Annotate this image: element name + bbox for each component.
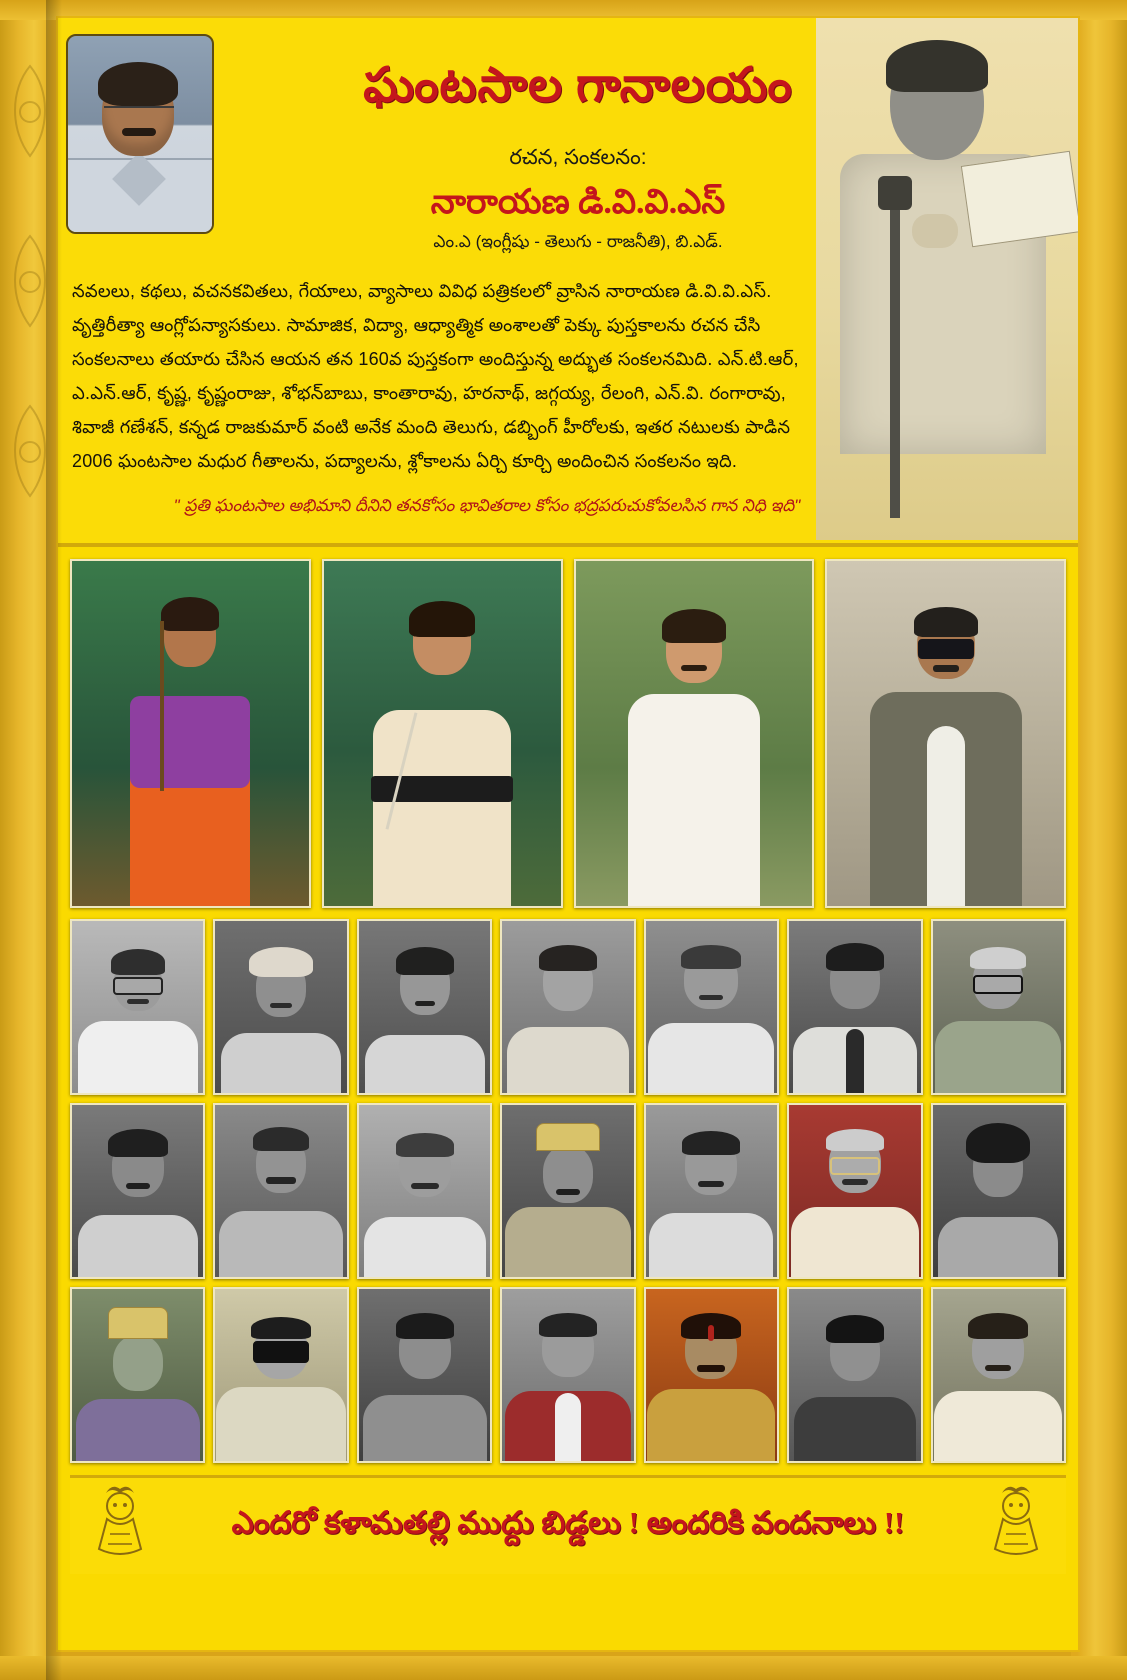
actor-portrait-14 (931, 1103, 1066, 1279)
actor-portrait-ntr-rama (70, 559, 311, 908)
decorative-border-top (0, 0, 1127, 20)
paisley-ornament-icon (4, 400, 56, 550)
cover-card (58, 18, 1078, 1650)
blurb-line: సంకలనాలు తయారు చేసిన ఆయన తన 160వ పుస్తకంగా అందిస్తున్న అద్భుత సంకలనమిది. ఎన్.టి.ఆర్, (72, 349, 799, 370)
actor-portrait-ntr-warrior (322, 559, 563, 908)
paisley-ornament-icon (4, 60, 56, 210)
actor-portrait-white-dress (574, 559, 815, 908)
actor-portrait-8 (70, 1103, 205, 1279)
actor-portrait-11 (500, 1103, 635, 1279)
actor-portrait-6 (787, 919, 922, 1095)
blurb-line: నవలలు, కథలు, వచనకవితలు, గేయాలు, వ్యాసాలు వివిధ పత్రికలలో వ్రాసిన నారాయణ డి.వి.వి.ఎస్. (72, 281, 772, 301)
actor-portrait-20 (787, 1287, 922, 1463)
page-title: ఘంటసాల గానాలయం (363, 59, 793, 112)
blurb-line: శివాజీ గణేశన్, కన్నడ రాజకుమార్ వంటి అనేక మంది తెలుగు, డబ్బింగ్ హీరోలకు, ఇతర నటులకు పాడిన (72, 417, 791, 438)
actor-portrait-21 (931, 1287, 1066, 1463)
actor-portrait-4 (500, 919, 635, 1095)
actor-portrait-15 (70, 1287, 205, 1463)
blurb-line: 2006 ఘంటసాల మధుర గీతాలను, పద్యాలను, శ్లోకాలను ఏర్చి కూర్చి అందించిన సంకలనం ఇది. (72, 451, 738, 472)
author-portrait (66, 34, 214, 234)
actor-portrait-13 (787, 1103, 922, 1279)
actor-portrait-17 (357, 1287, 492, 1463)
dancer-ornament-icon (84, 1484, 156, 1570)
actor-portrait-suit-sunglasses (825, 559, 1066, 908)
footer-tagline: ఎందరో కళామతల్లి ముద్దు బిడ్డలు ! అందరికి వందనాలు !! (231, 1504, 905, 1540)
actor-portrait-2 (213, 919, 348, 1095)
highlight-quote: " ప్రతి ఘంటసాల అభిమాని దీనిని తనకోసం భావితరాల కోసం భద్రపరుచుకోవలసిన గాన నిధి ఇది" (173, 496, 801, 515)
dancer-ornament-icon (980, 1484, 1052, 1570)
blurb-paragraph (72, 280, 902, 484)
cover-header (58, 18, 1078, 547)
blurb-line: ఎ.ఎన్.ఆర్, కృష్ణ, కృష్ణంరాజు, శోభన్‌బాబు, కాంతారావు, హరనాథ్, జగ్గయ్య, రేలంగి, ఎన్.వి. రంగారావు, (72, 383, 786, 404)
paisley-ornament-icon (4, 230, 56, 380)
compiled-by-label: రచన, సంకలనం: (509, 146, 647, 169)
actor-portrait-9 (213, 1103, 348, 1279)
actor-portrait-3 (357, 919, 492, 1095)
actor-portrait-10 (357, 1103, 492, 1279)
portrait-grid-row (70, 1103, 1066, 1279)
author-qualifications: ఎం.ఎ (ఇంగ్లీషు - తెలుగు - రాజనీతి), బి.ఎడ్. (433, 232, 723, 251)
actor-portrait-16 (213, 1287, 348, 1463)
actor-portrait-7 (931, 919, 1066, 1095)
portrait-grid-row (70, 919, 1066, 1095)
portrait-grid-row (70, 1287, 1066, 1463)
decorative-border-right (1071, 0, 1127, 1680)
author-name: నారాయణ డి.వి.వి.ఎస్ (430, 184, 726, 221)
blurb-line: వృత్తిరీత్యా ఆంగ్లోపన్యాసకులు. సామాజిక, విద్యా, ఆధ్యాత్మిక అంశాలతో పెక్కు పుస్తకాలను రచన చేసి (72, 315, 761, 336)
actor-portrait-12 (644, 1103, 779, 1279)
featured-photo-row (70, 559, 1066, 908)
actor-portrait-18 (500, 1287, 635, 1463)
cover-footer (70, 1475, 1066, 1574)
photo-gallery (58, 547, 1078, 1469)
actor-portrait-19 (644, 1287, 779, 1463)
decorative-border-bottom (0, 1656, 1127, 1680)
actor-portrait-1 (70, 919, 205, 1095)
actor-portrait-5 (644, 919, 779, 1095)
